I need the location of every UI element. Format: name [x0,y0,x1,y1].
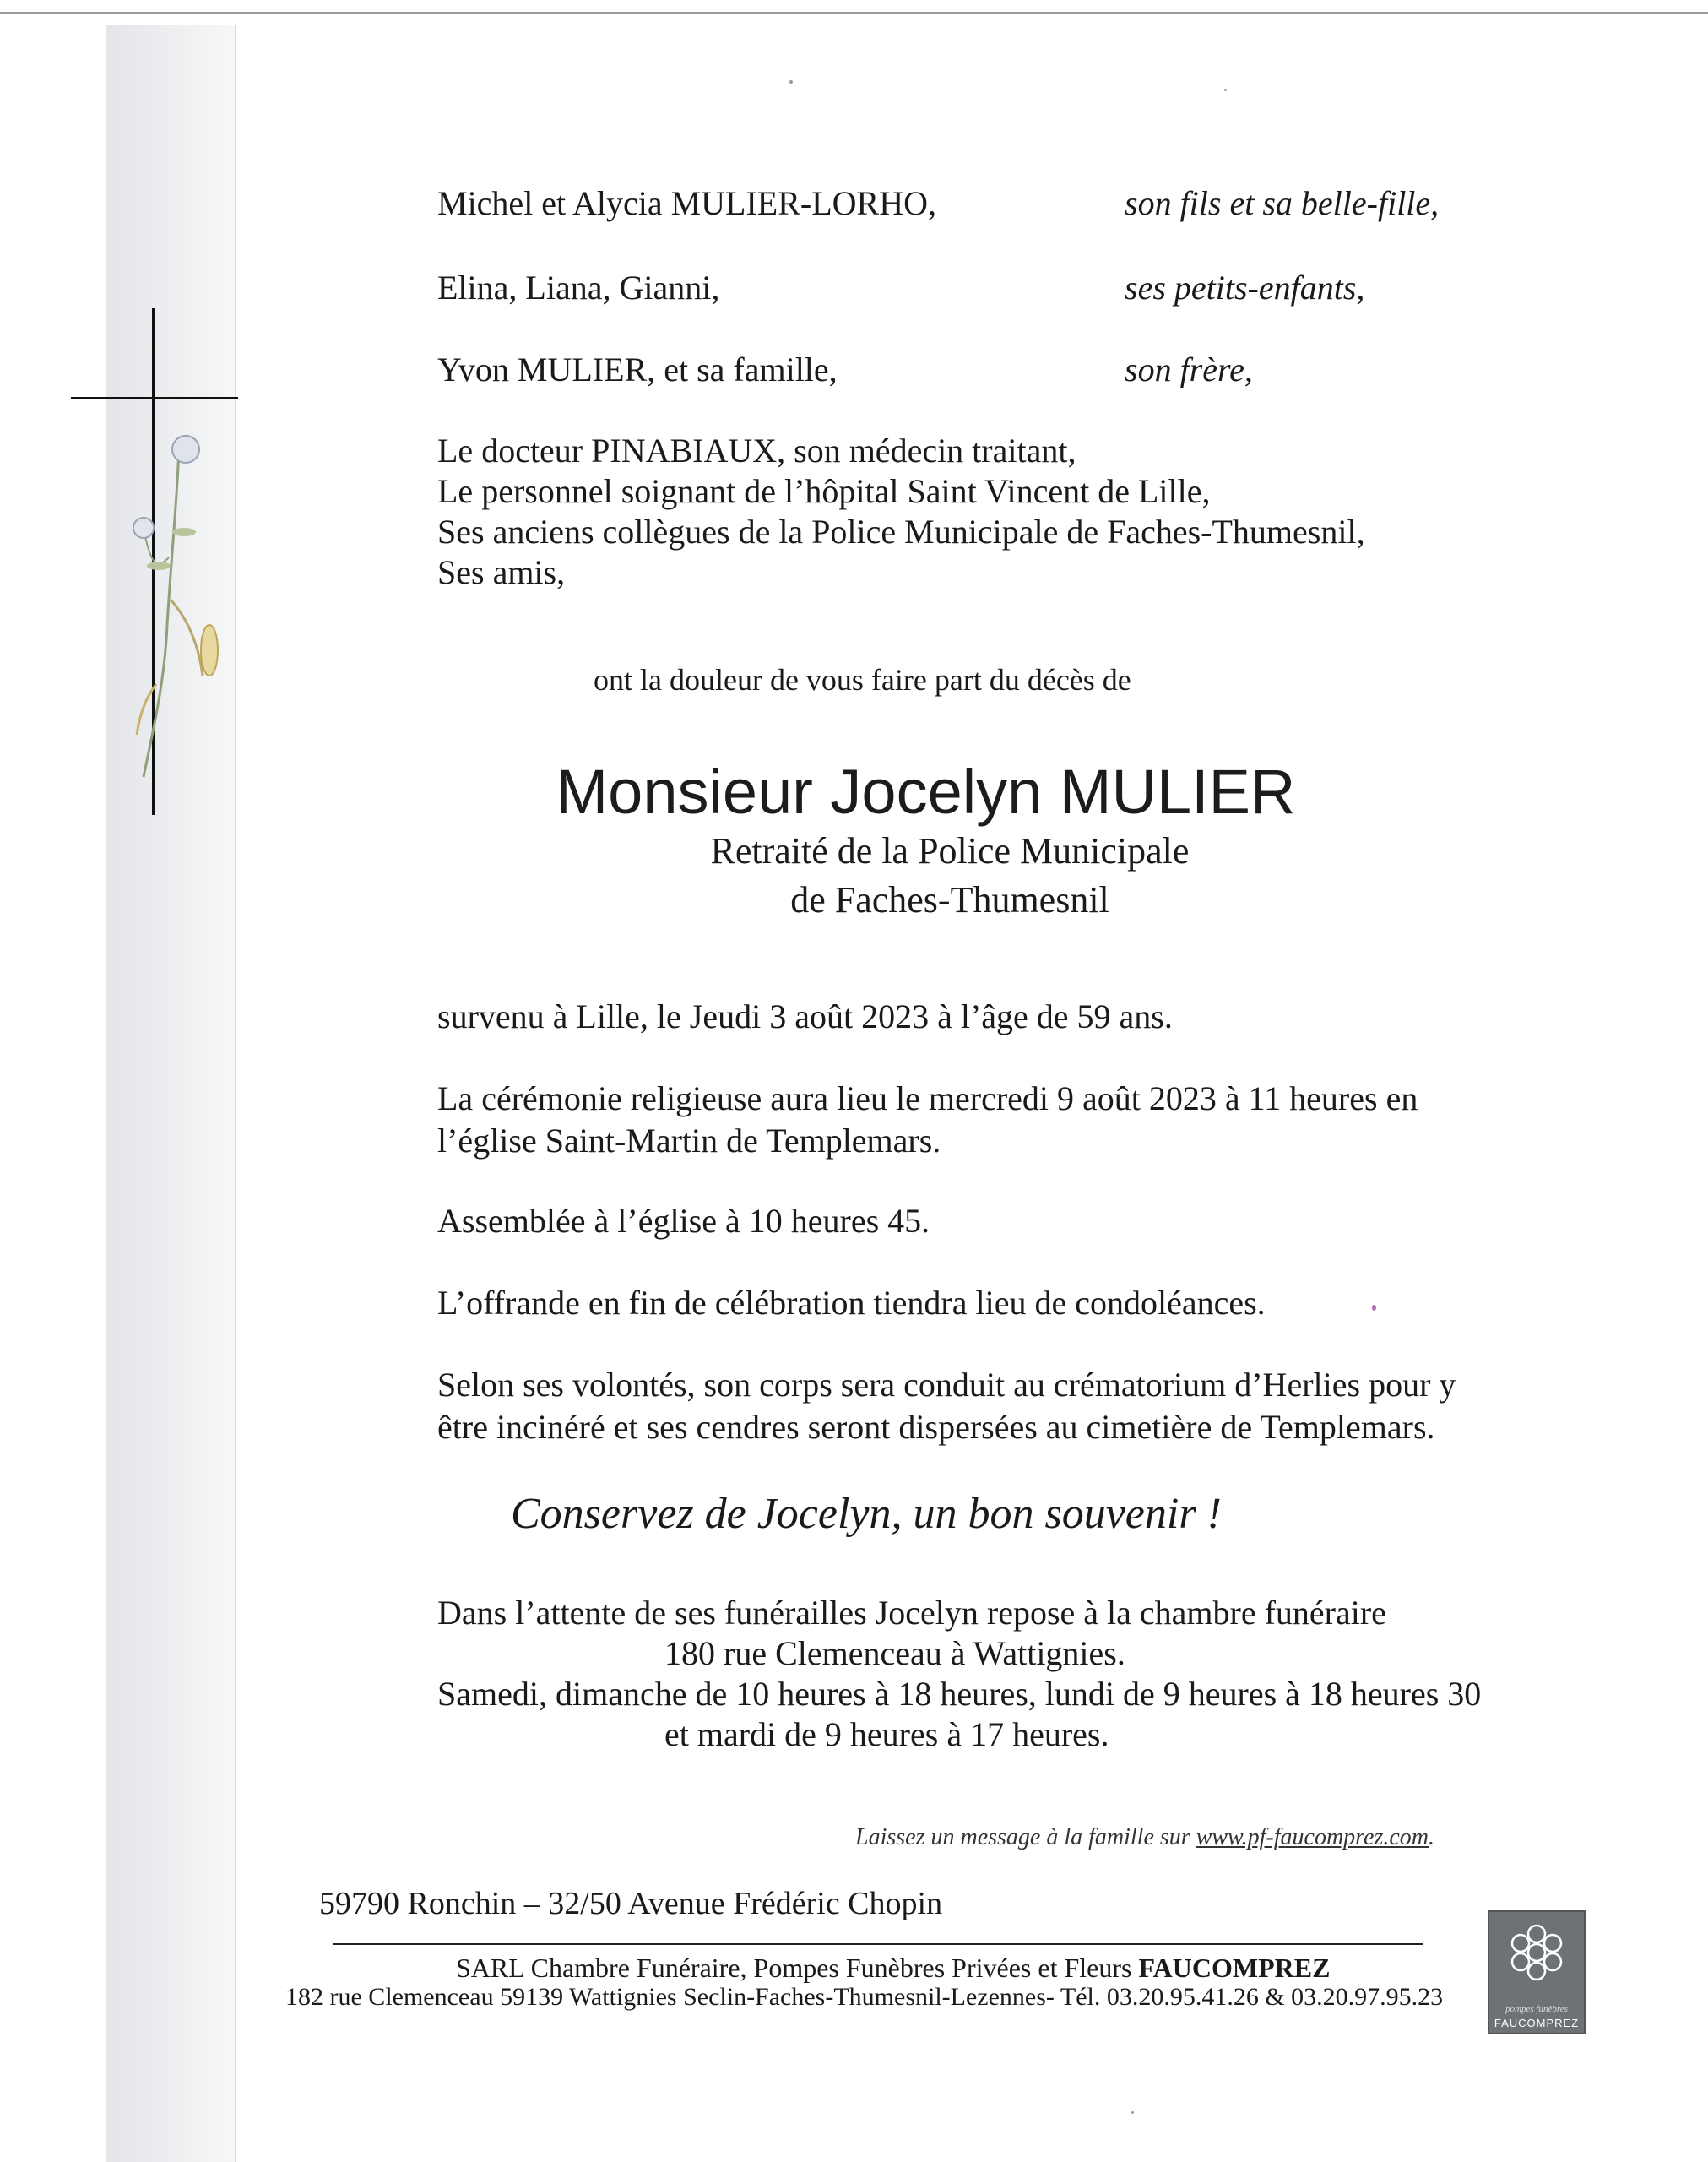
other-line-1: Le docteur PINABIAUX, son médecin traitant, [437,432,1076,470]
family-name-2: Elina, Liana, Gianni, [437,269,720,307]
rest-line-1: Dans l’attente de ses funérailles Jocelyn repose à la chambre funéraire [437,1594,1386,1632]
wishes-line-2: être incinéré et ses cendres seront dispersées au cimetière de Templemars. [437,1408,1435,1446]
scan-speck [1131,2111,1134,2114]
assembly: Assemblée à l’église à 10 heures 45. [437,1202,930,1240]
message-end: . [1429,1824,1434,1850]
deceased-title-2: de Faches-Thumesnil [790,879,1109,921]
logo-name: FAUCOMPREZ [1494,2017,1580,2029]
rest-line-4: et mardi de 9 heures à 17 heures. [664,1715,1109,1753]
rest-line-2: 180 rue Clemenceau à Wattignies. [664,1634,1125,1672]
left-decorative-band [106,25,236,2162]
footer-company [456,1953,1330,1984]
announcement: ont la douleur de vous faire part du décès de [594,663,1131,697]
scan-speck [789,80,793,84]
wishes-line-1: Selon ses volontés, son corps sera conduit au crématorium d’Herlies pour y [437,1366,1456,1404]
band-edge [235,25,236,2162]
logo-subtitle: pompes funèbres [1505,2004,1568,2014]
death-info: survenu à Lille, le Jeudi 3 août 2023 à l’âge de 59 ans. [437,997,1173,1035]
cross-horizontal [71,397,238,399]
flower-illustration-icon [118,431,245,785]
offering: L’offrande en fin de célébration tiendra lieu de condoléances. [437,1284,1266,1322]
family-message-link[interactable]: www.pf-faucomprez.com [1196,1824,1429,1850]
footer-company-text: SARL Chambre Funéraire, Pompes Funèbres Privées et Fleurs [456,1953,1139,1983]
ceremony-line-2: l’église Saint-Martin de Templemars. [437,1122,941,1160]
footer-company-name: FAUCOMPREZ [1138,1953,1331,1983]
family-relation-2: ses petits-enfants, [1125,269,1365,307]
deceased-title-1: Retraité de la Police Municipale [710,830,1190,872]
top-rule [0,12,1708,14]
other-line-2: Le personnel soignant de l’hôpital Saint Vincent de Lille, [437,472,1211,510]
other-line-3: Ses anciens collègues de la Police Municipale de Faches-Thumesnil, [437,513,1365,551]
flower-emblem-icon [1489,1915,1584,2000]
message-text: Laissez un message à la famille sur [855,1824,1196,1850]
footer-contact: 182 rue Clemenceau 59139 Wattignies Seclin-Faches-Thumesnil-Lezennes- Tél. 03.20.95.41.26 & 03.20.97.95.23 [285,1983,1444,2011]
footer-rule [333,1943,1423,1945]
rest-line-3: Samedi, dimanche de 10 heures à 18 heures, lundi de 9 heures à 18 heures 30 [437,1675,1482,1713]
family-relation-1: son fils et sa belle-fille, [1125,184,1440,222]
faucomprez-logo [1488,1910,1586,2034]
quote: Conservez de Jocelyn, un bon souvenir ! [511,1490,1222,1538]
message-line [855,1824,1434,1851]
scan-speck [1224,89,1227,91]
scan-speck [1372,1305,1376,1311]
family-name-3: Yvon MULIER, et sa famille, [437,350,838,388]
family-relation-3: son frère, [1125,350,1253,388]
other-line-4: Ses amis, [437,553,566,591]
agency-address: 59790 Ronchin – 32/50 Avenue Frédéric Chopin [319,1886,943,1921]
ceremony-line-1: La cérémonie religieuse aura lieu le mercredi 9 août 2023 à 11 heures en [437,1079,1418,1117]
family-name-1: Michel et Alycia MULIER-LORHO, [437,184,936,222]
deceased-name: Monsieur Jocelyn MULIER [556,757,1296,827]
